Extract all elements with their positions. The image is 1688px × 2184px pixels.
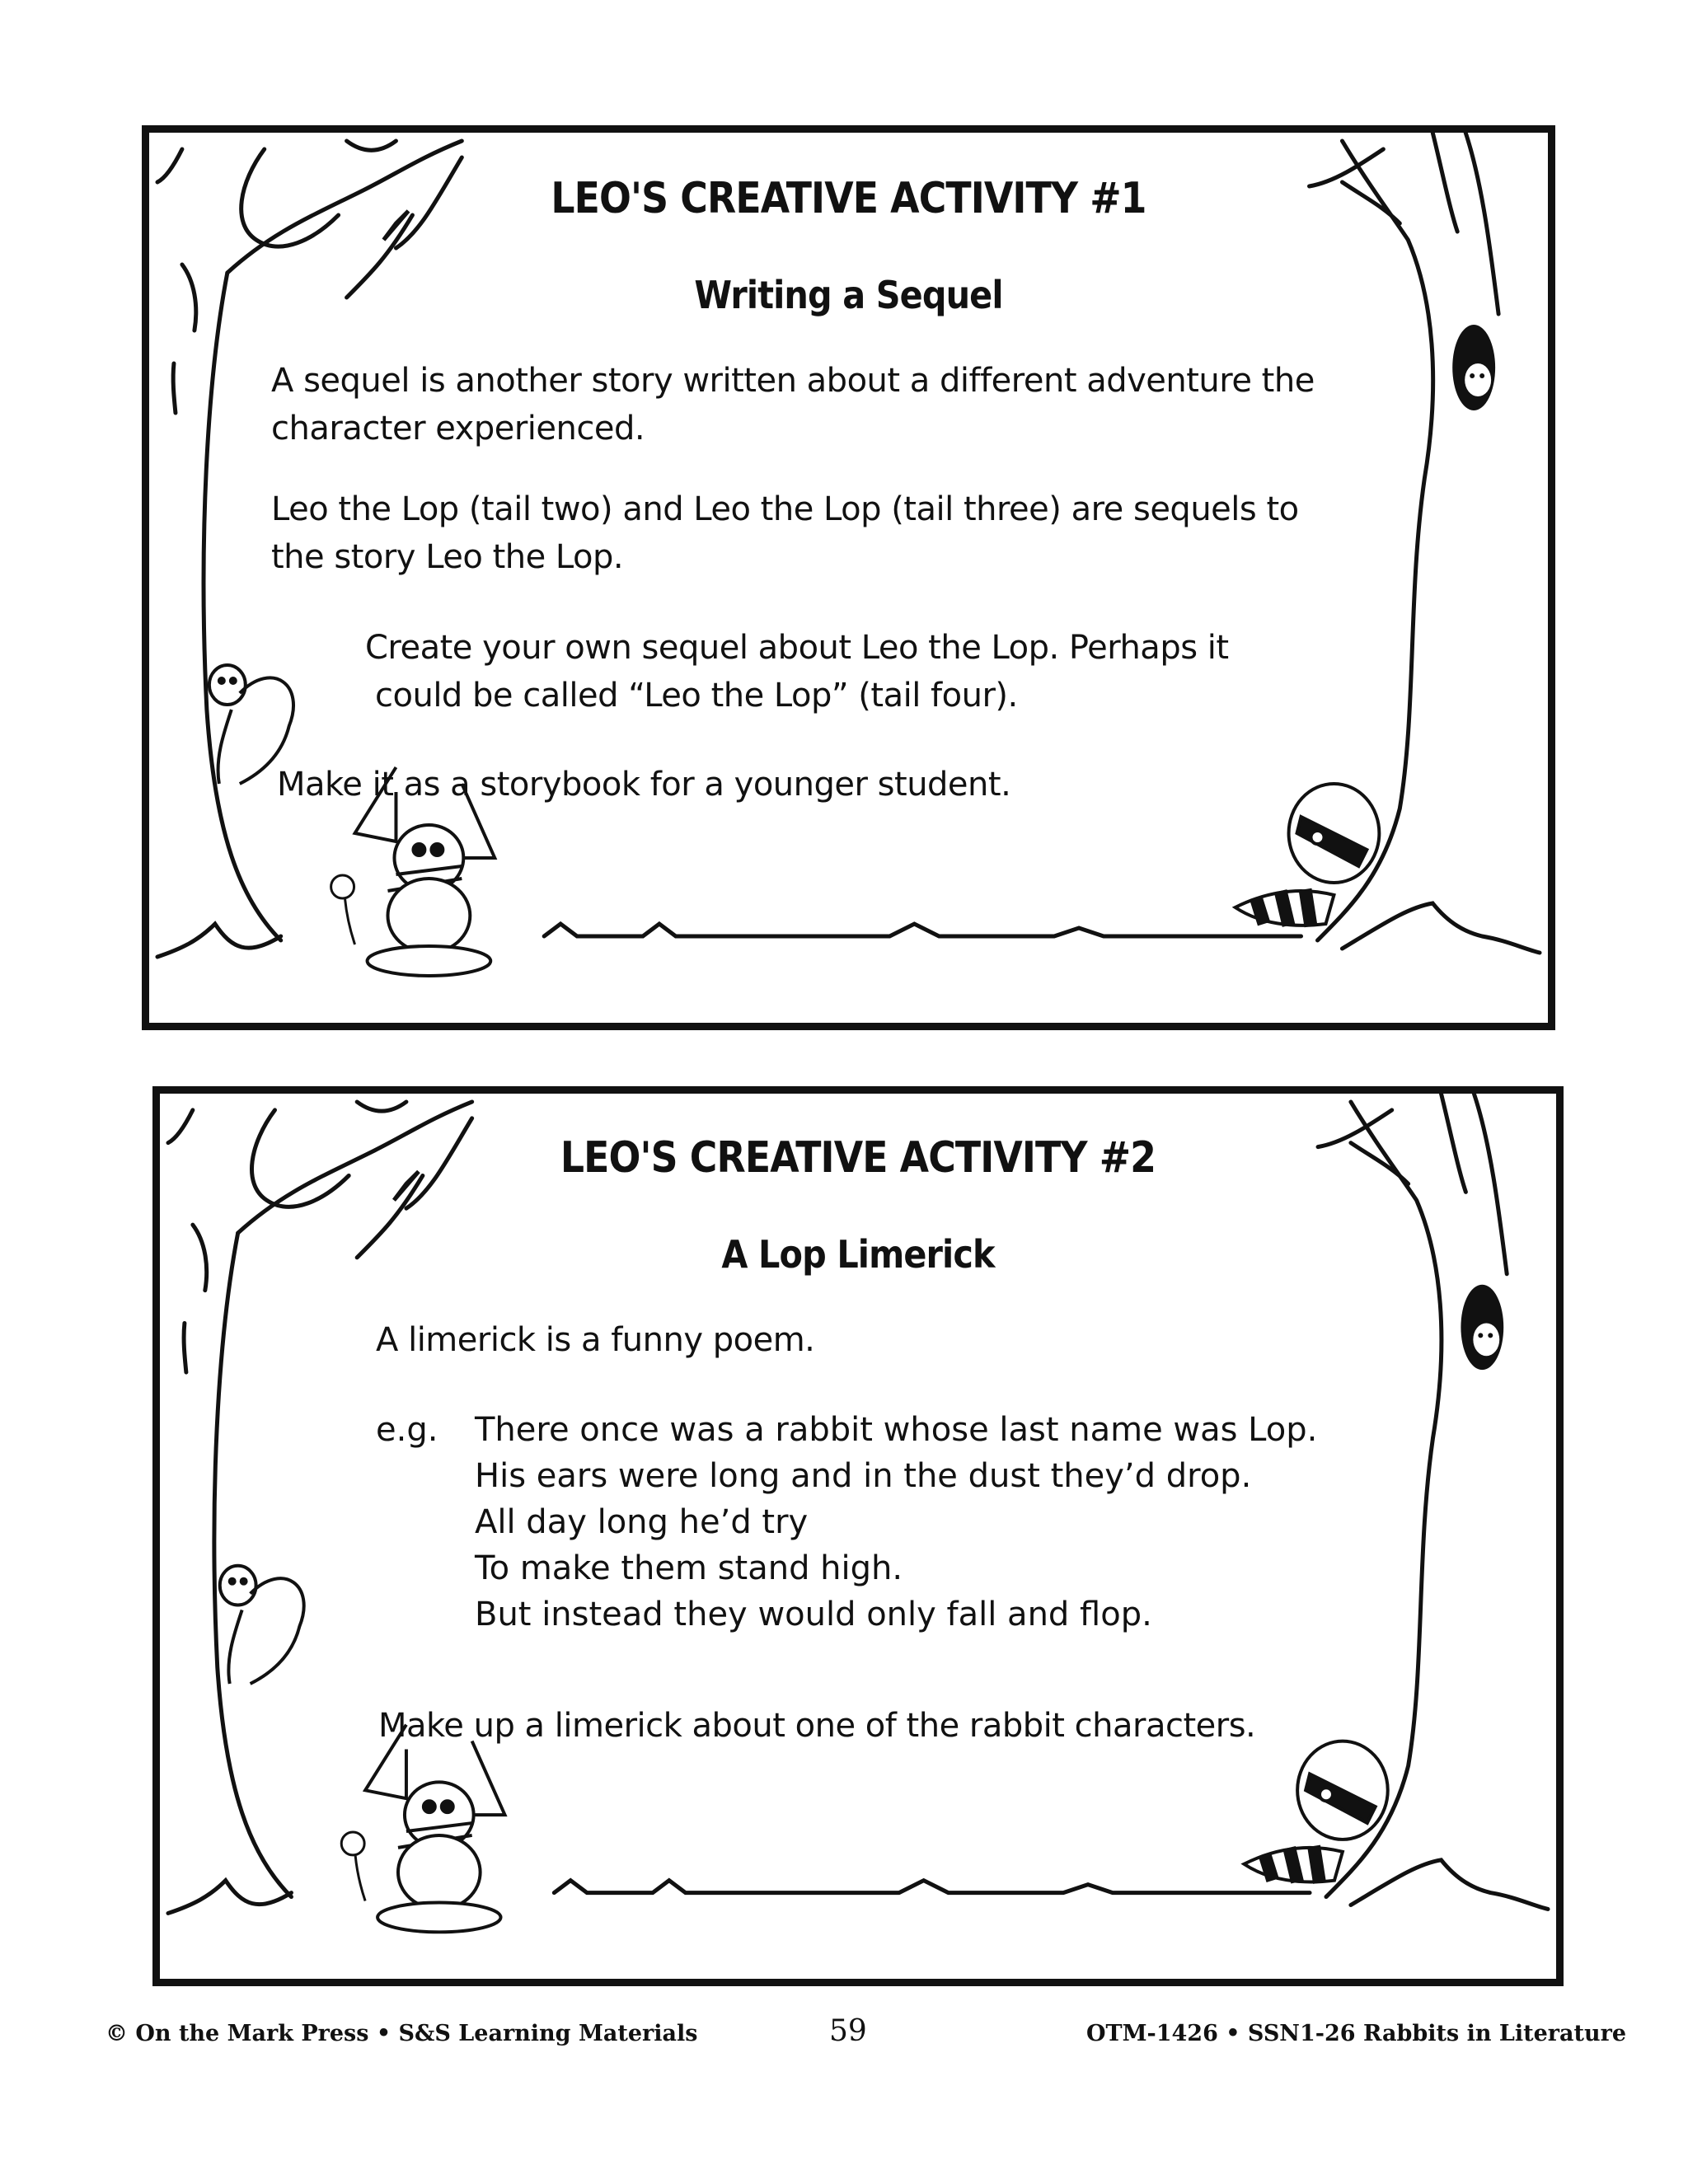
- footer-product-code: OTM-1426 • SSN1-26 Rabbits in Literature: [1086, 2021, 1627, 2046]
- examples-line-1: Leo the Lop (tail two) and Leo the Lop (tail three) are sequels to: [271, 490, 1299, 528]
- poem-line: All day long he’d try: [475, 1503, 809, 1541]
- raccoon-icon: [1236, 784, 1380, 926]
- definition-line-2: character experienced.: [271, 410, 645, 448]
- example-label: e.g.: [376, 1411, 438, 1449]
- intro-line: A limerick is a funny poem.: [376, 1321, 815, 1359]
- grass-icon: [168, 1860, 1548, 1914]
- poem-line: His ears were long and in the dust they’d drop.: [475, 1457, 1252, 1495]
- card-subtitle: A Lop Limerick: [721, 1232, 995, 1277]
- squirrel-icon: [220, 1566, 304, 1684]
- flower-icon: [331, 875, 355, 944]
- limerick-poem: [475, 1407, 1317, 1638]
- poem-line: To make them stand high.: [475, 1549, 903, 1587]
- tree-right-icon: [1310, 133, 1499, 940]
- rabbit-icon: [365, 1725, 504, 1933]
- tree-left-icon: [168, 1102, 472, 1897]
- owl-in-tree-hole-icon: [1461, 1285, 1503, 1370]
- page-number: 59: [829, 2014, 867, 2048]
- flower-icon: [341, 1832, 365, 1901]
- poem-line: But instead they would only fall and flop.: [475, 1596, 1152, 1633]
- footer-publisher: © On the Mark Press • S&S Learning Materials: [106, 2021, 698, 2046]
- instruction-line: Make up a limerick about one of the rabbit characters.: [378, 1707, 1256, 1745]
- owl-in-tree-hole-icon: [1452, 325, 1495, 410]
- instruction-line-2: could be called “Leo the Lop” (tail four).: [375, 677, 1018, 715]
- grass-icon: [157, 903, 1540, 957]
- activity-card-1: [142, 125, 1555, 1030]
- task-line: Make it as a storybook for a younger student.: [277, 766, 1011, 804]
- card-subtitle: Writing a Sequel: [694, 273, 1003, 317]
- card-title: LEO'S CREATIVE ACTIVITY #1: [551, 174, 1146, 223]
- raccoon-icon: [1244, 1741, 1387, 1883]
- instruction-line-1: Create your own sequel about Leo the Lop. Perhaps it: [365, 629, 1229, 667]
- activity-card-2: [152, 1086, 1564, 1986]
- card-title: LEO'S CREATIVE ACTIVITY #2: [560, 1133, 1156, 1183]
- definition-line-1: A sequel is another story written about a different adventure the: [271, 362, 1315, 400]
- examples-line-2: the story Leo the Lop.: [271, 538, 624, 576]
- tree-right-icon: [1318, 1094, 1507, 1897]
- poem-line: There once was a rabbit whose last name was Lop.: [475, 1411, 1318, 1449]
